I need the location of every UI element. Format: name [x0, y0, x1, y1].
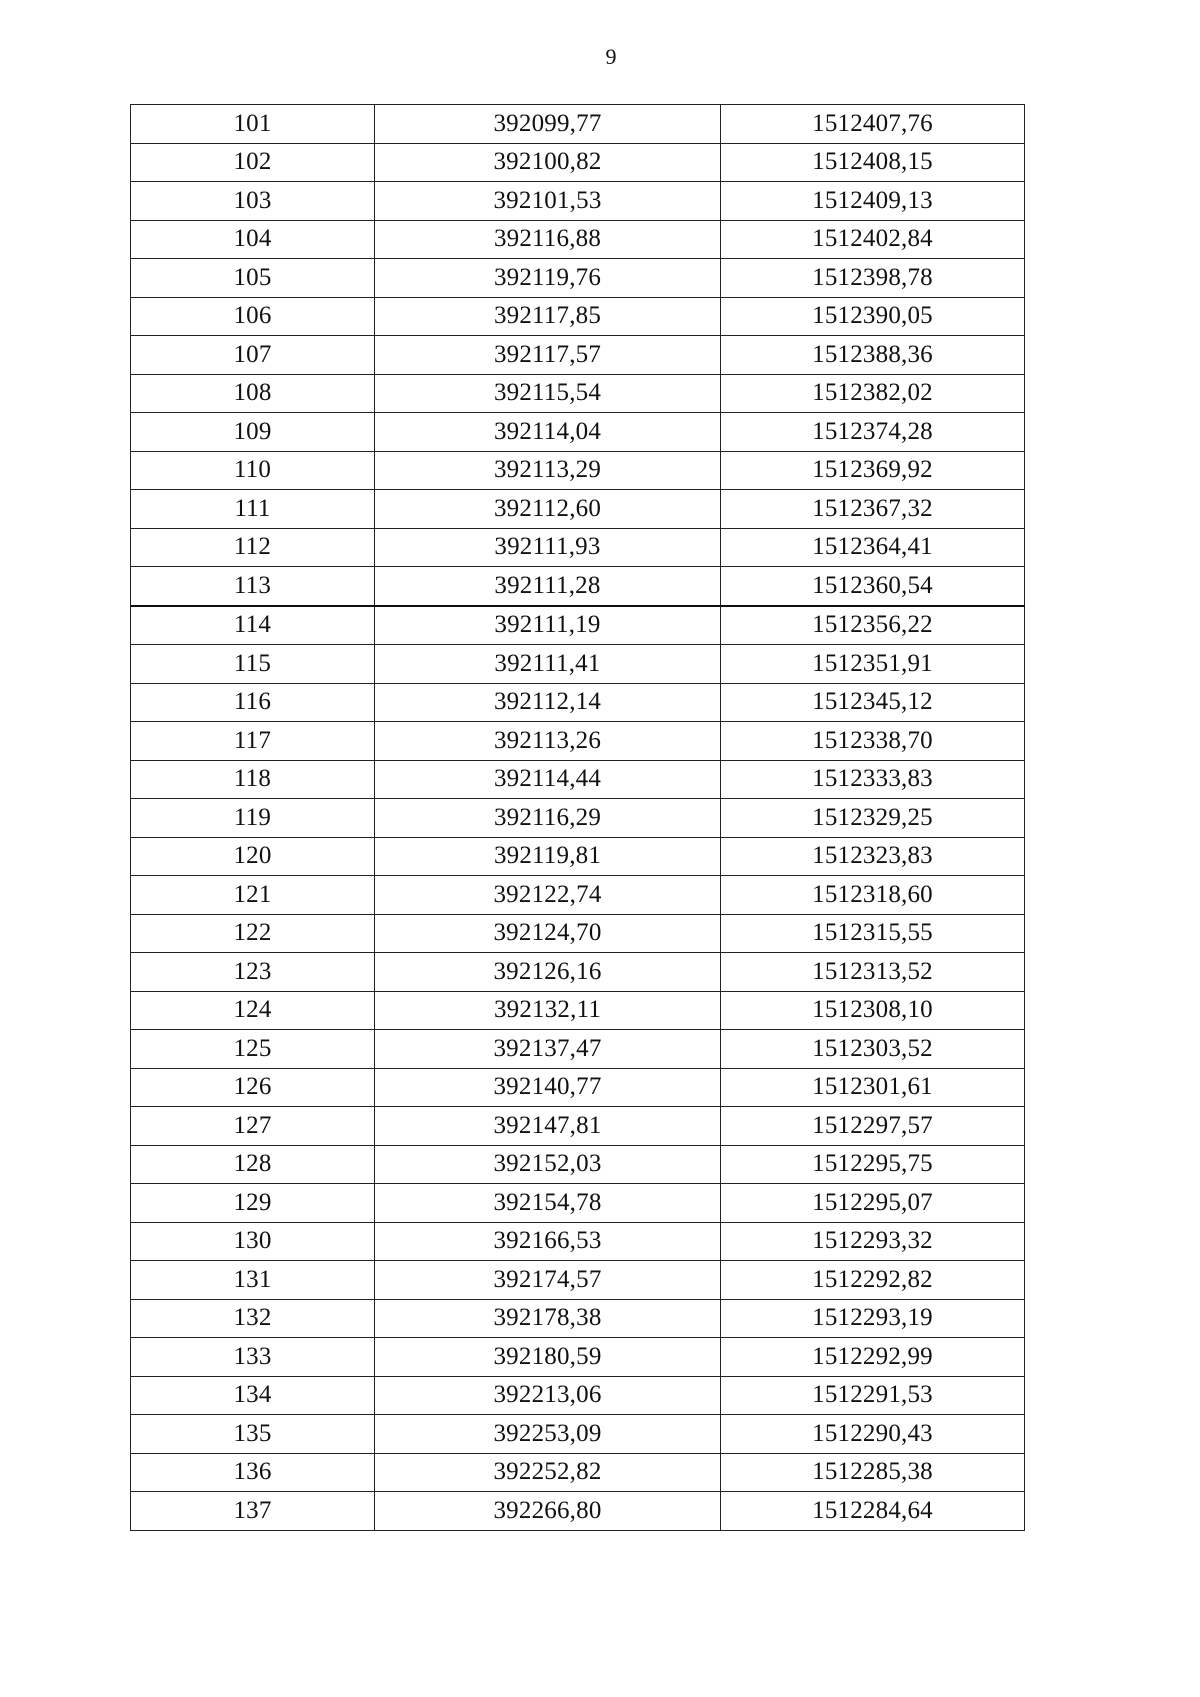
y-coordinate-cell: 1512295,75	[721, 1145, 1025, 1184]
x-coordinate-cell: 392100,82	[375, 143, 721, 182]
x-coordinate-cell: 392252,82	[375, 1453, 721, 1492]
table-row	[131, 1453, 1025, 1492]
point-number-cell: 119	[131, 799, 375, 838]
x-coordinate-cell: 392126,16	[375, 953, 721, 992]
x-coordinate-cell: 392116,88	[375, 220, 721, 259]
x-coordinate-cell: 392147,81	[375, 1107, 721, 1146]
table-row	[131, 876, 1025, 915]
x-coordinate-cell: 392116,29	[375, 799, 721, 838]
y-coordinate-cell: 1512313,52	[721, 953, 1025, 992]
y-coordinate-cell: 1512408,15	[721, 143, 1025, 182]
x-coordinate-cell: 392122,74	[375, 876, 721, 915]
table-row	[131, 914, 1025, 953]
x-coordinate-cell: 392253,09	[375, 1415, 721, 1454]
point-number-cell: 110	[131, 451, 375, 490]
table-row	[131, 182, 1025, 221]
point-number-cell: 122	[131, 914, 375, 953]
y-coordinate-cell: 1512364,41	[721, 528, 1025, 567]
y-coordinate-cell: 1512315,55	[721, 914, 1025, 953]
y-coordinate-cell: 1512291,53	[721, 1376, 1025, 1415]
point-number-cell: 129	[131, 1184, 375, 1223]
y-coordinate-cell: 1512333,83	[721, 760, 1025, 799]
table-row	[131, 1184, 1025, 1223]
x-coordinate-cell: 392213,06	[375, 1376, 721, 1415]
table-row	[131, 1376, 1025, 1415]
table-row	[131, 451, 1025, 490]
point-number-cell: 114	[131, 606, 375, 645]
table-row	[131, 991, 1025, 1030]
table-row	[131, 528, 1025, 567]
y-coordinate-cell: 1512369,92	[721, 451, 1025, 490]
y-coordinate-cell: 1512323,83	[721, 837, 1025, 876]
x-coordinate-cell: 392140,77	[375, 1068, 721, 1107]
point-number-cell: 115	[131, 645, 375, 684]
point-number-cell: 116	[131, 683, 375, 722]
point-number-cell: 131	[131, 1261, 375, 1300]
x-coordinate-cell: 392111,28	[375, 567, 721, 606]
table-row	[131, 259, 1025, 298]
point-number-cell: 135	[131, 1415, 375, 1454]
y-coordinate-cell: 1512297,57	[721, 1107, 1025, 1146]
table-row	[131, 1107, 1025, 1146]
y-coordinate-cell: 1512284,64	[721, 1492, 1025, 1531]
point-number-cell: 106	[131, 297, 375, 336]
point-number-cell: 118	[131, 760, 375, 799]
y-coordinate-cell: 1512318,60	[721, 876, 1025, 915]
y-coordinate-cell: 1512290,43	[721, 1415, 1025, 1454]
table-row	[131, 220, 1025, 259]
point-number-cell: 133	[131, 1338, 375, 1377]
point-number-cell: 127	[131, 1107, 375, 1146]
table-row	[131, 105, 1025, 144]
y-coordinate-cell: 1512292,99	[721, 1338, 1025, 1377]
y-coordinate-cell: 1512407,76	[721, 105, 1025, 144]
x-coordinate-cell: 392152,03	[375, 1145, 721, 1184]
point-number-cell: 108	[131, 374, 375, 413]
coordinates-table	[130, 104, 1025, 1531]
point-number-cell: 113	[131, 567, 375, 606]
point-number-cell: 104	[131, 220, 375, 259]
x-coordinate-cell: 392124,70	[375, 914, 721, 953]
point-number-cell: 126	[131, 1068, 375, 1107]
table-row	[131, 1492, 1025, 1531]
x-coordinate-cell: 392117,85	[375, 297, 721, 336]
y-coordinate-cell: 1512293,32	[721, 1222, 1025, 1261]
x-coordinate-cell: 392111,41	[375, 645, 721, 684]
x-coordinate-cell: 392266,80	[375, 1492, 721, 1531]
table-row	[131, 1145, 1025, 1184]
point-number-cell: 124	[131, 991, 375, 1030]
table-row	[131, 1415, 1025, 1454]
table-row	[131, 953, 1025, 992]
table-row	[131, 722, 1025, 761]
table-row	[131, 683, 1025, 722]
table-row	[131, 413, 1025, 452]
x-coordinate-cell: 392099,77	[375, 105, 721, 144]
table-row	[131, 1338, 1025, 1377]
table-row	[131, 1299, 1025, 1338]
y-coordinate-cell: 1512382,02	[721, 374, 1025, 413]
x-coordinate-cell: 392154,78	[375, 1184, 721, 1223]
table-row	[131, 336, 1025, 375]
point-number-cell: 130	[131, 1222, 375, 1261]
y-coordinate-cell: 1512295,07	[721, 1184, 1025, 1223]
x-coordinate-cell: 392113,26	[375, 722, 721, 761]
point-number-cell: 132	[131, 1299, 375, 1338]
point-number-cell: 125	[131, 1030, 375, 1069]
y-coordinate-cell: 1512292,82	[721, 1261, 1025, 1300]
table-row	[131, 645, 1025, 684]
x-coordinate-cell: 392119,76	[375, 259, 721, 298]
point-number-cell: 103	[131, 182, 375, 221]
point-number-cell: 107	[131, 336, 375, 375]
y-coordinate-cell: 1512402,84	[721, 220, 1025, 259]
y-coordinate-cell: 1512345,12	[721, 683, 1025, 722]
table-row	[131, 606, 1025, 645]
x-coordinate-cell: 392119,81	[375, 837, 721, 876]
x-coordinate-cell: 392180,59	[375, 1338, 721, 1377]
point-number-cell: 136	[131, 1453, 375, 1492]
page-number: 9	[605, 44, 617, 69]
y-coordinate-cell: 1512351,91	[721, 645, 1025, 684]
x-coordinate-cell: 392112,60	[375, 490, 721, 529]
point-number-cell: 105	[131, 259, 375, 298]
y-coordinate-cell: 1512374,28	[721, 413, 1025, 452]
y-coordinate-cell: 1512329,25	[721, 799, 1025, 838]
y-coordinate-cell: 1512301,61	[721, 1068, 1025, 1107]
x-coordinate-cell: 392112,14	[375, 683, 721, 722]
y-coordinate-cell: 1512388,36	[721, 336, 1025, 375]
table-row	[131, 1222, 1025, 1261]
table-row	[131, 760, 1025, 799]
point-number-cell: 128	[131, 1145, 375, 1184]
y-coordinate-cell: 1512293,19	[721, 1299, 1025, 1338]
x-coordinate-cell: 392114,44	[375, 760, 721, 799]
x-coordinate-cell: 392117,57	[375, 336, 721, 375]
y-coordinate-cell: 1512409,13	[721, 182, 1025, 221]
x-coordinate-cell: 392113,29	[375, 451, 721, 490]
table-row	[131, 567, 1025, 606]
y-coordinate-cell: 1512367,32	[721, 490, 1025, 529]
x-coordinate-cell: 392114,04	[375, 413, 721, 452]
point-number-cell: 121	[131, 876, 375, 915]
y-coordinate-cell: 1512285,38	[721, 1453, 1025, 1492]
point-number-cell: 134	[131, 1376, 375, 1415]
point-number-cell: 112	[131, 528, 375, 567]
x-coordinate-cell: 392137,47	[375, 1030, 721, 1069]
point-number-cell: 137	[131, 1492, 375, 1531]
x-coordinate-cell: 392101,53	[375, 182, 721, 221]
y-coordinate-cell: 1512356,22	[721, 606, 1025, 645]
x-coordinate-cell: 392166,53	[375, 1222, 721, 1261]
x-coordinate-cell: 392111,19	[375, 606, 721, 645]
point-number-cell: 123	[131, 953, 375, 992]
table-row	[131, 297, 1025, 336]
x-coordinate-cell: 392111,93	[375, 528, 721, 567]
point-number-cell: 120	[131, 837, 375, 876]
table-row	[131, 799, 1025, 838]
table-row	[131, 374, 1025, 413]
table-row	[131, 490, 1025, 529]
point-number-cell: 102	[131, 143, 375, 182]
y-coordinate-cell: 1512303,52	[721, 1030, 1025, 1069]
x-coordinate-cell: 392174,57	[375, 1261, 721, 1300]
y-coordinate-cell: 1512360,54	[721, 567, 1025, 606]
y-coordinate-cell: 1512390,05	[721, 297, 1025, 336]
table-row	[131, 143, 1025, 182]
coordinates-table-body	[131, 105, 1025, 1531]
y-coordinate-cell: 1512338,70	[721, 722, 1025, 761]
x-coordinate-cell: 392178,38	[375, 1299, 721, 1338]
point-number-cell: 101	[131, 105, 375, 144]
point-number-cell: 117	[131, 722, 375, 761]
x-coordinate-cell: 392115,54	[375, 374, 721, 413]
table-row	[131, 1261, 1025, 1300]
table-row	[131, 1030, 1025, 1069]
x-coordinate-cell: 392132,11	[375, 991, 721, 1030]
y-coordinate-cell: 1512398,78	[721, 259, 1025, 298]
table-row	[131, 1068, 1025, 1107]
point-number-cell: 109	[131, 413, 375, 452]
y-coordinate-cell: 1512308,10	[721, 991, 1025, 1030]
point-number-cell: 111	[131, 490, 375, 529]
table-row	[131, 837, 1025, 876]
